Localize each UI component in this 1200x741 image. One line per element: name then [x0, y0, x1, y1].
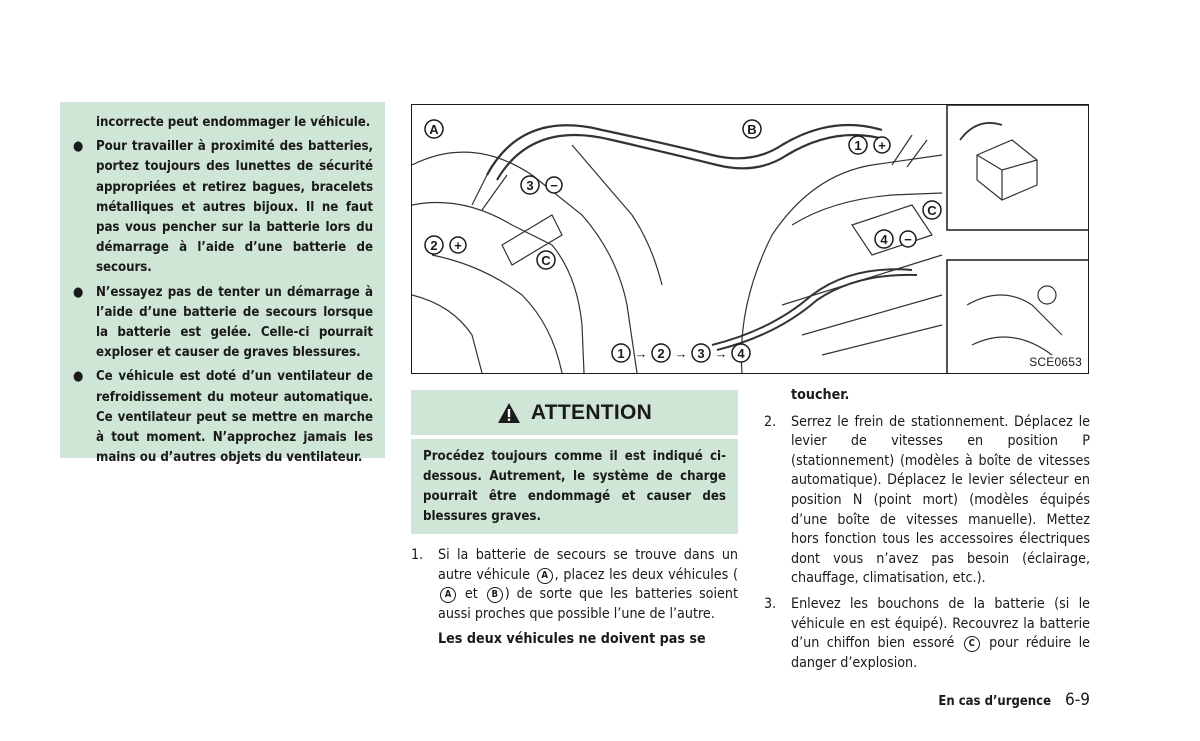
warning-box	[60, 102, 385, 466]
warning-list	[73, 137, 373, 468]
label-c-right: C	[927, 203, 937, 218]
step-3: 3. Enlevez les bouchons de la batterie (si le véhicule en est équipé). Recouvrez la batterie d’un chiffon bien essoré C pour réduire le danger d’explosion.	[764, 595, 1090, 671]
warning-item: ● N’essayez pas de tenter un démarrage à l’aide d’une batterie de secours lorsque la batterie est gelée. Celle-ci pourrait exploser et causer de graves blessures.	[73, 284, 373, 361]
instructions-column-left	[411, 546, 738, 650]
svg-text:→: →	[674, 346, 688, 361]
warning-item: ● Ce véhicule est doté d’un ventilateur de refroidissement du moteur automatique. Ce ventilateur peut se mettre en marche à tout moment. N’approchez jamais les mains ou d’autres objets du ventilateur.	[73, 369, 373, 466]
callout-1-num: 1	[854, 138, 862, 153]
attention-title: ATTENTION	[530, 400, 653, 424]
label-a: A	[429, 122, 439, 137]
callout-2-num: 2	[430, 238, 438, 253]
svg-text:1: 1	[617, 346, 625, 361]
svg-text:4: 4	[737, 346, 745, 361]
clamp-b	[892, 135, 927, 167]
vehicle-b-marker: B	[487, 587, 503, 603]
warning-triangle-icon	[497, 402, 521, 424]
jumper-cable-1	[487, 125, 882, 175]
attention-body: Procédez toujours comme il est indiqué ci-dessous. Autrement, le système de charge pourrait être endommagé et causer des blessures graves.	[411, 439, 738, 534]
attention-box	[411, 390, 738, 534]
step-1-warning-end: toucher.	[791, 387, 850, 403]
callout-3-sign: −	[550, 178, 558, 193]
vehicle-b-battery	[852, 205, 932, 255]
warning-item: ● Pour travailler à proximité des batteries, portez toujours des lunettes de sécurité appropriées et retirez bagues, bracelets métalliques et autres bijoux. Il ne faut pas vous pencher sur la batterie lors du démarrage à l’aide d’une batterie de secours.	[73, 139, 373, 276]
step-1-warning: Les deux véhicules ne doivent pas se	[438, 631, 706, 648]
jump-start-illustration	[411, 104, 1089, 374]
label-c-left: C	[541, 253, 551, 268]
vehicle-a-marker: A	[440, 587, 456, 603]
cloth-marker: C	[964, 636, 980, 652]
instructions-column-right	[764, 386, 1090, 673]
callout-3-num: 3	[526, 178, 534, 193]
page-number: 6-9	[1065, 690, 1090, 710]
figure-code: SCE0653	[1029, 355, 1082, 369]
warning-continuation: incorrecte peut endommager le véhicule.	[96, 115, 371, 130]
step-2: 2. Serrez le frein de stationnement. Déplacez le levier de vitesses en position P (stationnement) (modèles à boîte de vitesses automatique). Déplacez le levier sélecteur en position N (point mort) (modèles équipés d’une boîte de vitesses manuelle). Mettez hors fonction tous les accessoires électriques dont vous n’avez pas besoin (éclairage, chauffage, climatisation, etc.).	[764, 413, 1090, 587]
page-footer	[938, 690, 1090, 710]
jump-start-drawing	[412, 105, 1089, 374]
svg-text:3: 3	[697, 346, 705, 361]
svg-text:2: 2	[657, 346, 665, 361]
vehicle-a-marker: A	[537, 568, 553, 584]
attention-header	[411, 390, 738, 435]
label-b: B	[747, 122, 757, 137]
callout-1-sign: +	[878, 138, 886, 153]
callout-2-sign: +	[454, 238, 462, 253]
callout-4-num: 4	[880, 232, 888, 247]
step-1: 1. Si la batterie de secours se trouve dans un autre véhicule A , placez les deux véhicules (A et B ) de sorte que les batteries soient aussi proches que possible l’une de l’autre.	[411, 547, 738, 622]
svg-text:→: →	[634, 346, 648, 361]
svg-text:→: →	[714, 346, 728, 361]
section-title: En cas d’urgence	[938, 694, 1052, 709]
inset-battery-cap	[947, 105, 1089, 230]
callout-4-sign: −	[904, 232, 912, 247]
jumper-cable-2	[497, 135, 887, 180]
